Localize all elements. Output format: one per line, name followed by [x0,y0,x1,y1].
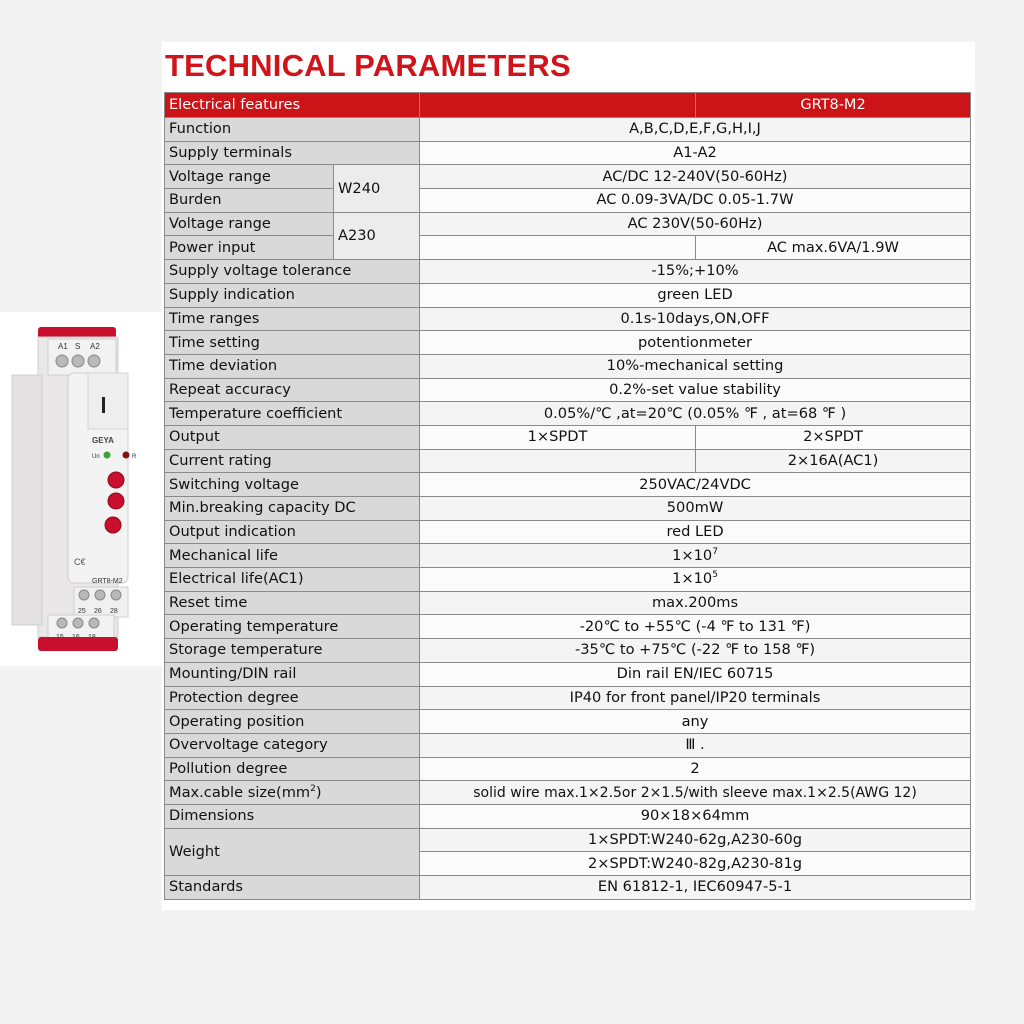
table-row [165,757,971,781]
row-value-empty [420,236,696,260]
row-value-right: 2×16A(AC1) [696,449,971,473]
table-row [165,378,971,402]
row-value: 90×18×64mm [420,804,971,828]
row-label: Output indication [165,520,420,544]
time-setting-knob [108,493,124,509]
row-label: Supply voltage tolerance [165,260,420,284]
terminal-label: 25 [78,608,86,615]
row-label: Time ranges [165,307,420,331]
screw-icon [95,590,105,600]
table-row [165,804,971,828]
terminal-label-a2: A2 [90,342,100,351]
front-cover [88,373,128,429]
ce-mark-icon: C€ [74,557,86,567]
row-value: 0.2%-set value stability [420,378,971,402]
row-label: Storage temperature [165,639,420,663]
spec-table [164,92,971,900]
row-label: Operating position [165,710,420,734]
row-value: -20℃ to +55℃ (-4 ℉ to 131 ℉) [420,615,971,639]
table-row [165,141,971,165]
product-photo [8,325,158,655]
value-base: 1×10 [672,546,713,564]
model-label: GRT8-M2 [92,578,123,585]
table-row [165,236,971,260]
table-row [165,876,971,900]
row-value: solid wire max.1×2.5or 2×1.5/with sleeve max.1×2.5(AWG 12) [420,781,971,805]
row-label: Weight [165,828,420,875]
row-value-left: 1×SPDT [420,425,696,449]
row-label: Min.breaking capacity DC [165,497,420,521]
table-row [165,615,971,639]
table-row [165,544,971,568]
label-exponent: 2 [310,783,316,794]
brand-logo: GEYA [92,436,114,445]
row-label: Protection degree [165,686,420,710]
table-row [165,425,971,449]
time-range-knob [108,472,124,488]
row-label: Power input [165,236,334,260]
table-row [165,591,971,615]
row-label: Temperature coefficient [165,402,420,426]
header-row [165,93,971,118]
row-label: Electrical life(AC1) [165,568,420,592]
row-label: Repeat accuracy [165,378,420,402]
table-row [165,497,971,521]
led-label-un: Un [92,454,100,460]
label-base: Max.cable size(mm [169,783,311,801]
row-value: AC/DC 12-240V(50-60Hz) [420,165,971,189]
terminal-label-a1: A1 [58,342,68,351]
row-value: Din rail EN/IEC 60715 [420,662,971,686]
screw-icon [88,355,100,367]
row-label: Switching voltage [165,473,420,497]
table-row [165,189,971,213]
group-label-w240: W240 [334,165,420,212]
background-left-lower [0,666,162,926]
table-row [165,639,971,663]
row-label: Reset time [165,591,420,615]
table-row [165,520,971,544]
group-label-a230: A230 [334,212,420,259]
row-value: 500mW [420,497,971,521]
terminal-label-s: S [75,342,81,351]
screw-icon [72,355,84,367]
row-value: 0.1s-10days,ON,OFF [420,307,971,331]
screw-icon [79,590,89,600]
background-left [0,0,162,312]
row-label [165,781,420,805]
row-value: AC 230V(50-60Hz) [420,212,971,236]
row-value-right: 2×SPDT [696,425,971,449]
row-value [420,544,971,568]
value-base: 1×10 [672,570,713,588]
row-value: 2×SPDT:W240-82g,A230-81g [420,852,971,876]
row-label: Dimensions [165,804,420,828]
table-row [165,283,971,307]
row-value: any [420,710,971,734]
row-value: potentionmeter [420,331,971,355]
table-row [165,686,971,710]
screw-icon [56,355,68,367]
terminal-label: 28 [110,608,118,615]
row-label: Voltage range [165,212,334,236]
row-label: Time setting [165,331,420,355]
table-row [165,354,971,378]
led-label-r: R [132,454,137,460]
row-label: Burden [165,189,334,213]
function-knob [105,517,121,533]
page-title: TECHNICAL PARAMETERS [165,48,571,83]
row-value [420,568,971,592]
row-value: AC max.6VA/1.9W [696,236,971,260]
row-value: 1×SPDT:W240-62g,A230-60g [420,828,971,852]
table-row [165,165,971,189]
screw-icon [73,618,83,628]
row-value: A,B,C,D,E,F,G,H,I,J [420,118,971,142]
row-label: Overvoltage category [165,733,420,757]
row-label: Standards [165,876,420,900]
table-row [165,568,971,592]
green-led-icon [104,452,111,459]
row-value: Ⅲ . [420,733,971,757]
label-end: ) [315,783,322,801]
table-row [165,118,971,142]
row-label: Mounting/DIN rail [165,662,420,686]
table-row [165,260,971,284]
table-row [165,733,971,757]
row-value: -15%;+10% [420,260,971,284]
row-label: Output [165,425,420,449]
value-exponent: 7 [712,546,718,557]
row-label: Pollution degree [165,757,420,781]
row-label: Time deviation [165,354,420,378]
screw-icon [111,590,121,600]
table-row [165,781,971,805]
row-value: 250VAC/24VDC [420,473,971,497]
table-row [165,331,971,355]
header-left: Electrical features [165,93,420,118]
terminal-label: 26 [94,608,102,615]
table-row [165,307,971,331]
table-row [165,710,971,734]
background-right [975,0,1024,1024]
header-spacer [420,93,696,118]
value-exponent: 5 [712,570,718,581]
row-value: 2 [420,757,971,781]
row-value: 0.05%/℃ ,at=20℃ (0.05% ℉ , at=68 ℉ ) [420,402,971,426]
cover-mark [102,397,105,413]
row-value: A1-A2 [420,141,971,165]
table-row [165,473,971,497]
table-row [165,828,971,852]
side-panel [12,375,42,625]
row-label: Supply terminals [165,141,420,165]
table-row [165,402,971,426]
screw-icon [57,618,67,628]
table-row [165,449,971,473]
row-value: IP40 for front panel/IP20 terminals [420,686,971,710]
row-value: EN 61812-1, IEC60947-5-1 [420,876,971,900]
row-label: Operating temperature [165,615,420,639]
header-model: GRT8-M2 [696,93,971,118]
row-label: Function [165,118,420,142]
row-label: Supply indication [165,283,420,307]
bottom-red-clip [38,637,118,651]
row-label: Mechanical life [165,544,420,568]
row-value: max.200ms [420,591,971,615]
row-value: red LED [420,520,971,544]
row-value-left [420,449,696,473]
background-bottom [0,910,1024,1024]
row-value: -35℃ to +75℃ (-22 ℉ to 158 ℉) [420,639,971,663]
table-row [165,212,971,236]
red-led-icon [123,452,130,459]
row-label: Current rating [165,449,420,473]
row-value: AC 0.09-3VA/DC 0.05-1.7W [420,189,971,213]
table-row [165,662,971,686]
row-label: Voltage range [165,165,334,189]
row-value: 10%-mechanical setting [420,354,971,378]
screw-icon [89,618,99,628]
row-value: green LED [420,283,971,307]
